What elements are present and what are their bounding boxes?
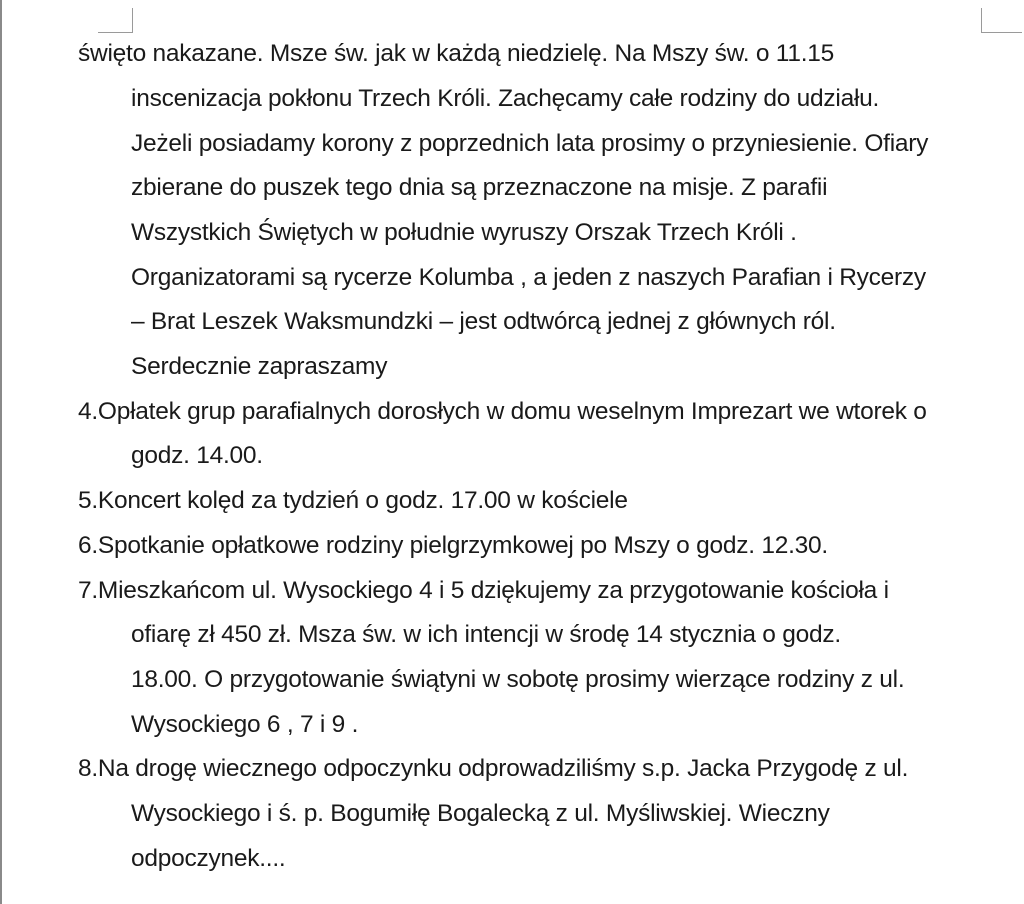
text-line: Jeżeli posiadamy korony z poprzednich lata prosimy o przyniesienie. Ofiary: [131, 130, 929, 157]
page-margin-corner-left: [98, 8, 133, 33]
list-item-6: 6.Spotkanie opłatkowe rodziny pielgrzymkowej po Mszy o godz. 12.30.: [78, 532, 828, 559]
list-item-8: 8.Na drogę wiecznego odpoczynku odprowadziliśmy s.p. Jacka Przygodę z ul.: [78, 755, 909, 782]
page-margin-corner-right: [981, 8, 1022, 33]
list-item-5: 5.Koncert kolęd za tydzień o godz. 17.00 w kościele: [78, 487, 628, 514]
text-line: święto nakazane. Msze św. jak w każdą niedzielę. Na Mszy św. o 11.15: [78, 40, 835, 67]
text-line: – Brat Leszek Waksmundzki – jest odtwórcą jednej z głównych ról.: [131, 308, 836, 335]
text-line: Serdecznie zapraszamy: [131, 353, 388, 380]
list-item-4: 4.Opłatek grup parafialnych dorosłych w domu weselnym Imprezart we wtorek o: [78, 398, 927, 425]
text-line: odpoczynek....: [131, 845, 286, 872]
text-line: 18.00. O przygotowanie świątyni w sobotę prosimy wierzące rodziny z ul.: [131, 666, 905, 693]
page-left-edge: [0, 0, 2, 904]
text-line: zbierane do puszek tego dnia są przeznaczone na misje. Z parafii: [131, 174, 828, 201]
text-line: ofiarę zł 450 zł. Msza św. w ich intencji w środę 14 stycznia o godz.: [131, 621, 841, 648]
text-line: inscenizacja pokłonu Trzech Króli. Zachęcamy całe rodziny do udziału.: [131, 85, 880, 112]
text-line: godz. 14.00.: [131, 442, 263, 469]
list-item-7: 7.Mieszkańcom ul. Wysockiego 4 i 5 dziękujemy za przygotowanie kościoła i: [78, 577, 889, 604]
text-line: Organizatorami są rycerze Kolumba , a jeden z naszych Parafian i Rycerzy: [131, 264, 926, 291]
text-line: Wysockiego i ś. p. Bogumiłę Bogalecką z ul. Myśliwskiej. Wieczny: [131, 800, 830, 827]
text-line: Wysockiego 6 , 7 i 9 .: [131, 711, 359, 738]
text-line: Wszystkich Świętych w południe wyruszy Orszak Trzech Króli .: [131, 219, 797, 246]
